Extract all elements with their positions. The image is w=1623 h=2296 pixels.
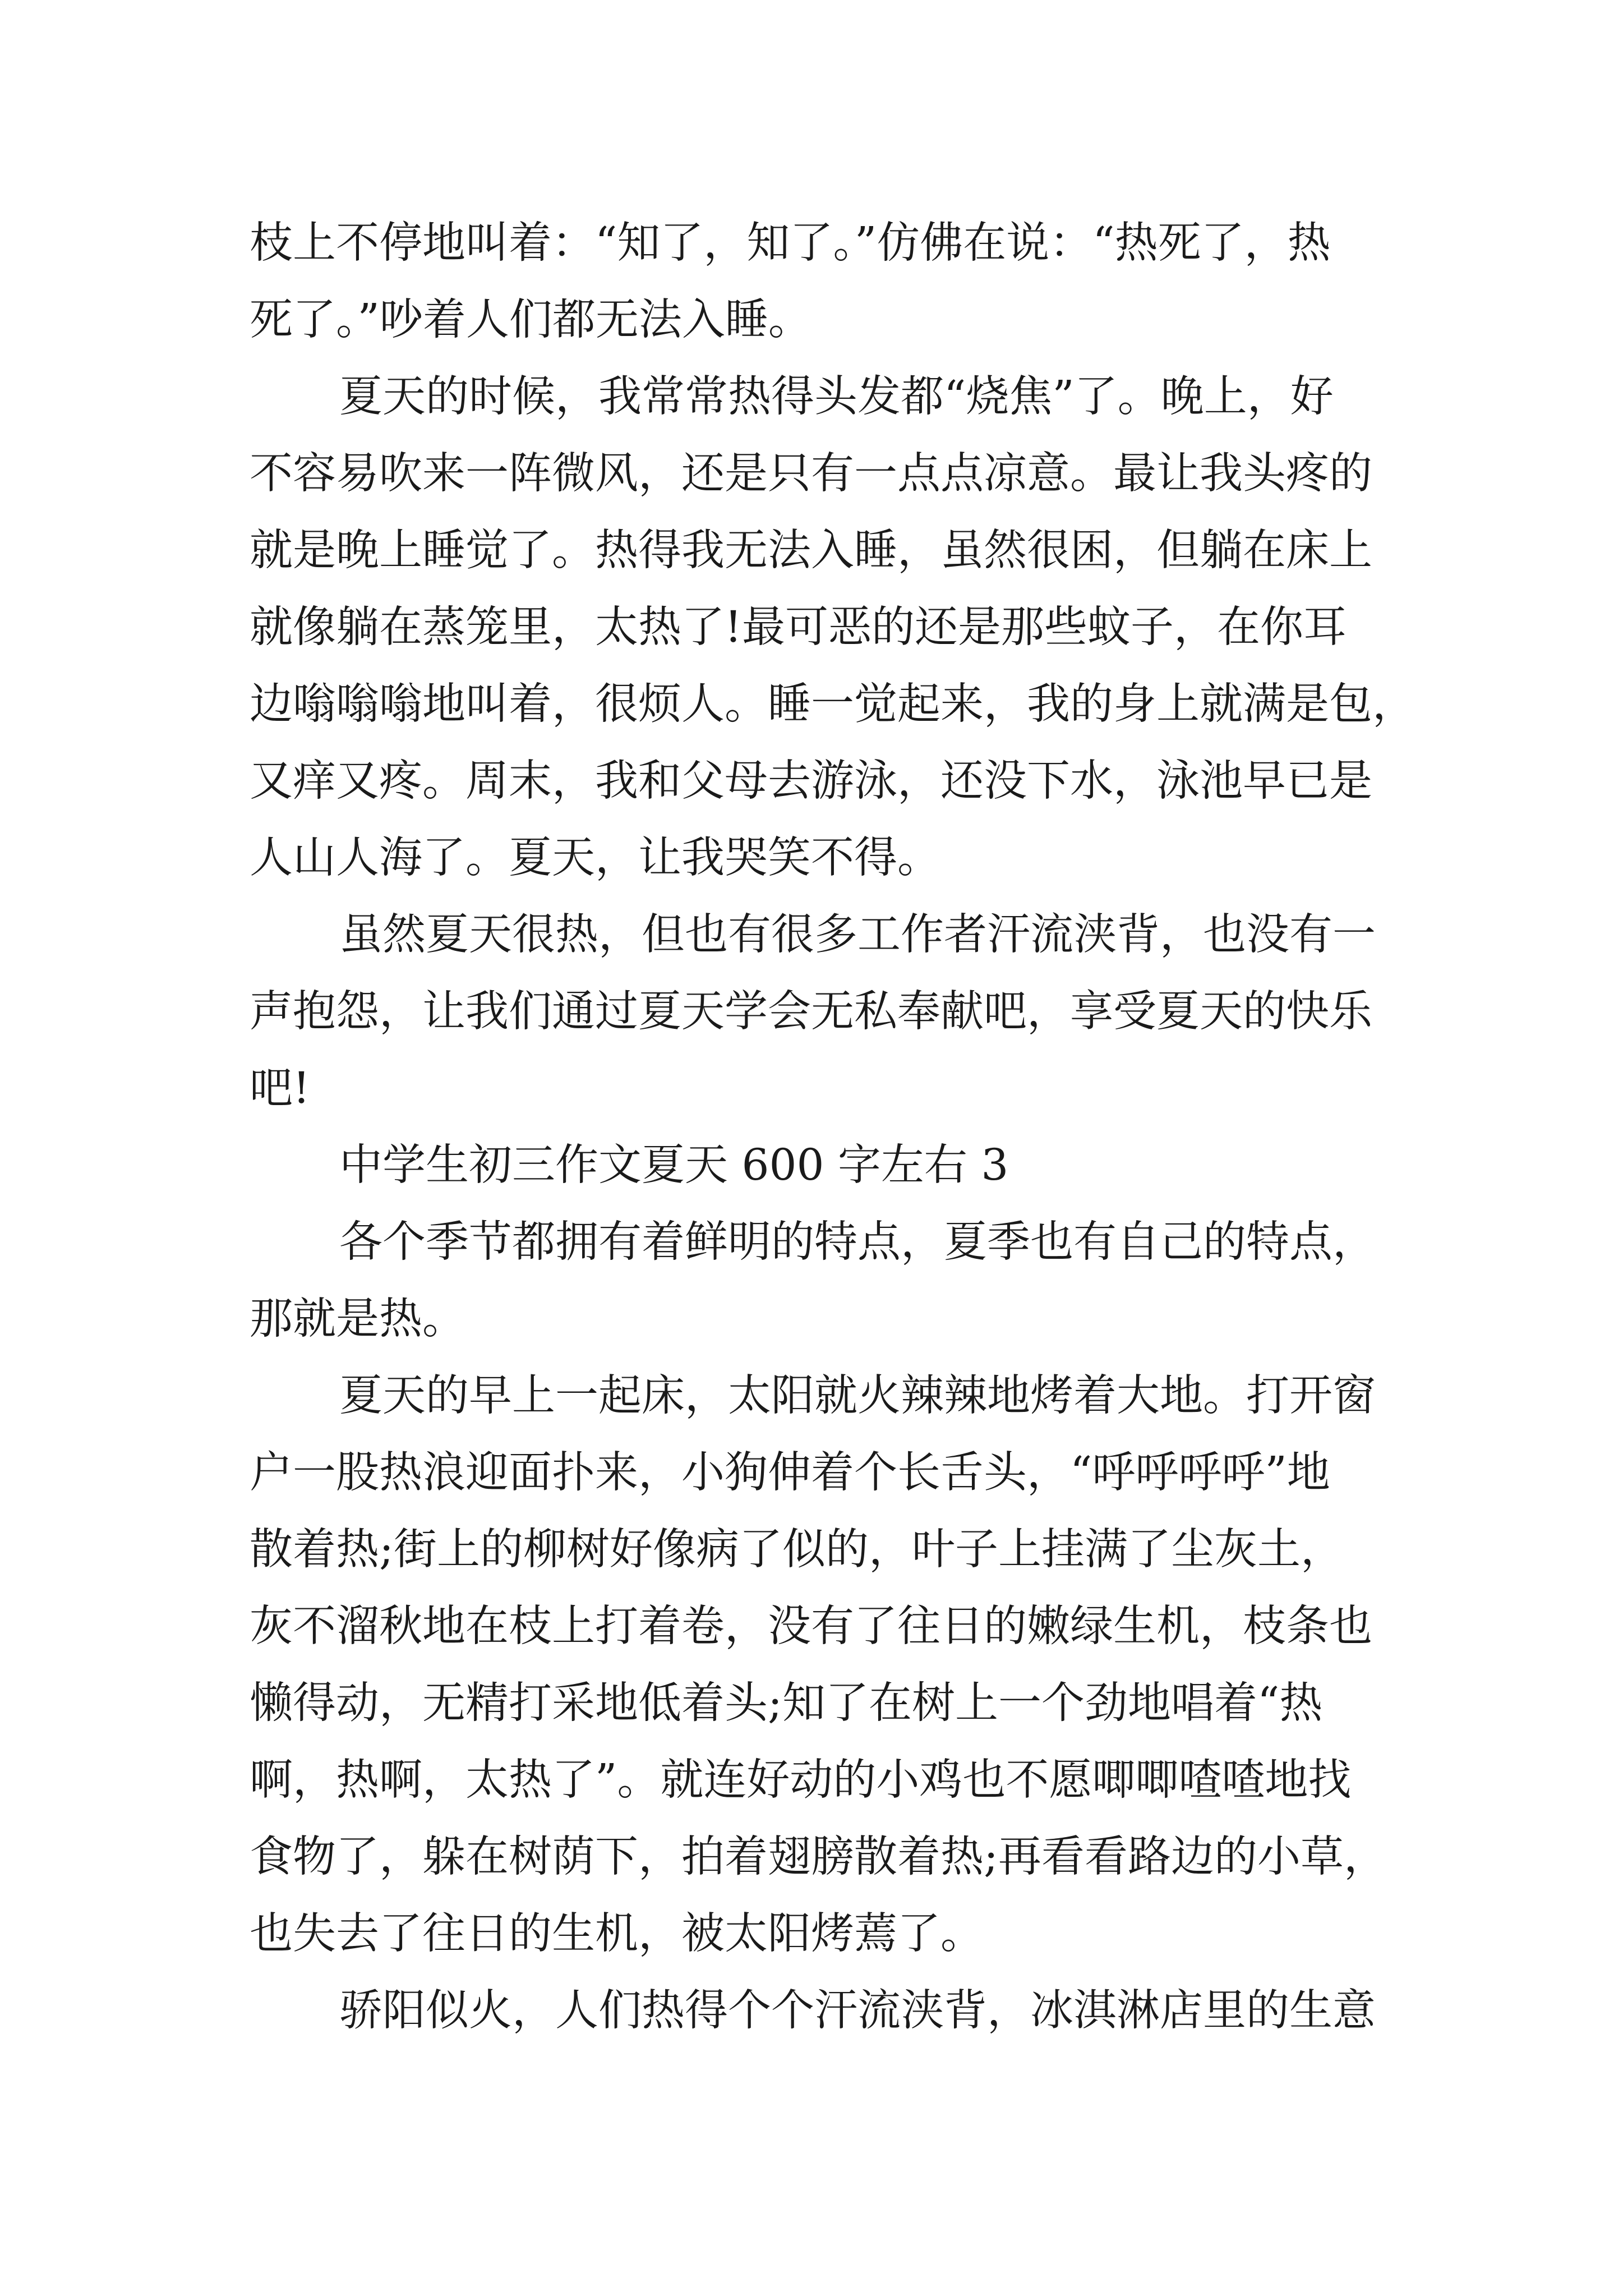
- text-line: 就是晚上睡觉了。热得我无法入睡，虽然很困，但躺在床上: [250, 526, 1372, 576]
- text-line: 户一股热浪迎面扑来，小狗伸着个长舌头，“呼呼呼呼”地: [250, 1448, 1330, 1498]
- essay-text: [250, 205, 1415, 2049]
- paragraph-start-line: 夏天的早上一起床，太阳就火辣辣地烤着大地。打开窗: [339, 1371, 1376, 1421]
- paragraph-start-line: 骄阳似火，人们热得个个汗流浃背，冰淇淋店里的生意: [339, 1986, 1376, 2036]
- text-line: 不容易吹来一阵微风，还是只有一点点凉意。最让我头疼的: [250, 449, 1372, 499]
- text-line: 边嗡嗡嗡地叫着，很烦人。睡一觉起来，我的身上就满是包，: [250, 679, 1415, 729]
- text-line: 吧!: [250, 1064, 310, 1114]
- text-line: 食物了，躲在树荫下，拍着翅膀散着热;再看看路边的小草，: [250, 1832, 1387, 1882]
- text-line: 声抱怨，让我们通过夏天学会无私奉献吧，享受夏天的快乐: [250, 987, 1372, 1037]
- text-line: 就像躺在蒸笼里，太热了!最可恶的还是那些蚊子，在你耳: [250, 602, 1347, 652]
- text-line: 枝上不停地叫着：“知了，知了。”仿佛在说：“热死了，热: [250, 218, 1331, 268]
- text-line: 死了。”吵着人们都无法入睡。: [250, 295, 811, 345]
- text-line: 人山人海了。夏天，让我哭笑不得。: [250, 833, 940, 883]
- text-line: 那就是热。: [250, 1294, 465, 1344]
- text-line: 啊，热啊，太热了”。就连好动的小鸡也不愿唧唧喳喳地找: [250, 1755, 1352, 1805]
- paragraph-start-line: 各个季节都拥有着鲜明的特点，夏季也有自己的特点，: [339, 1217, 1376, 1267]
- text-line: 懒得动，无精打采地低着头;知了在树上一个劲地唱着“热: [250, 1678, 1323, 1728]
- text-line: 又痒又疼。周末，我和父母去游泳，还没下水，泳池早已是: [250, 756, 1372, 806]
- text-line: 也失去了往日的生机，被太阳烤蔫了。: [250, 1909, 984, 1959]
- text-line: 散着热;街上的柳树好像病了似的，叶子上挂满了尘灰土，: [250, 1525, 1344, 1575]
- essay-heading: 中学生初三作文夏天 600 字左右 3: [339, 1140, 1009, 1190]
- text-line: 灰不溜秋地在枝上打着卷，没有了往日的嫩绿生机，枝条也: [250, 1602, 1372, 1651]
- paragraph-start-line: 虽然夏天很热，但也有很多工作者汗流浃背，也没有一: [339, 910, 1376, 960]
- paragraph-start-line: 夏天的时候，我常常热得头发都“烧焦”了。晚上，好: [339, 372, 1334, 422]
